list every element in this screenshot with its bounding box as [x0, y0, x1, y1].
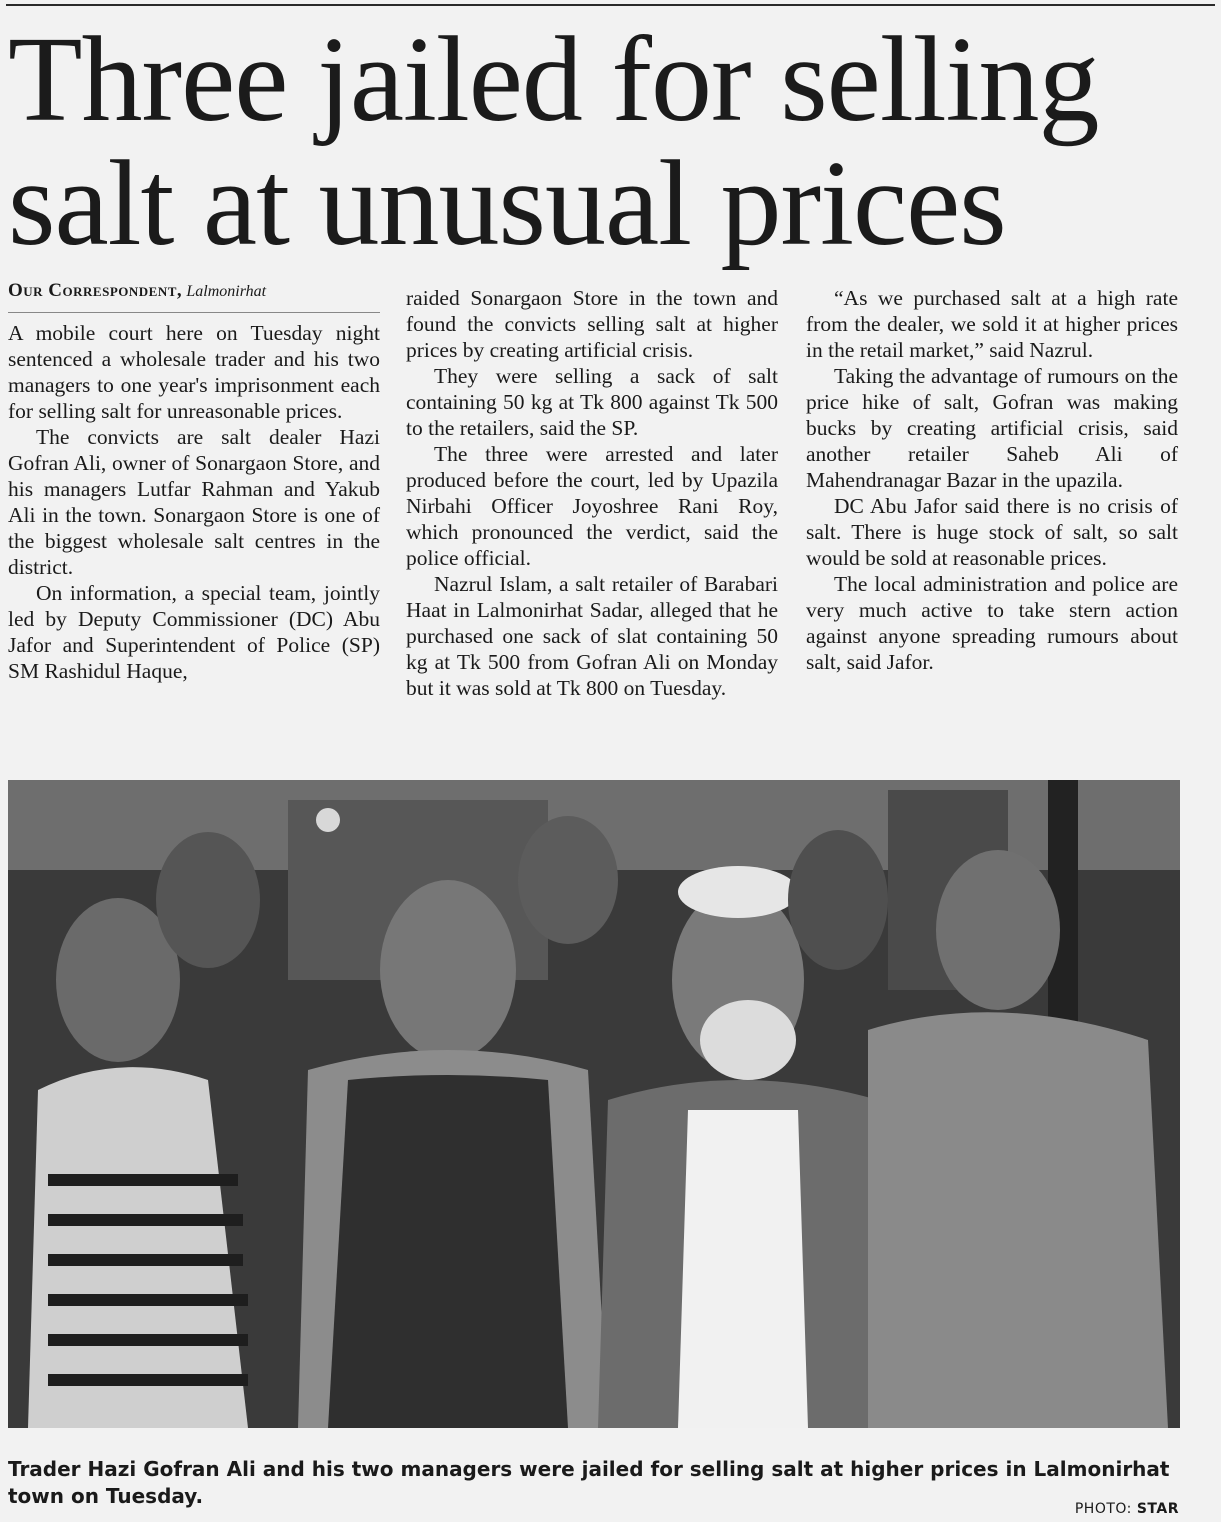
headline-line-2: salt at unusual prices — [8, 136, 1006, 271]
byline — [8, 280, 380, 302]
photo-illustration — [8, 780, 1180, 1428]
article-column-3 — [806, 285, 1178, 675]
article-column-1 — [8, 320, 380, 684]
headline — [8, 12, 1208, 271]
photo-caption: Trader Hazi Gofran Ali and his two managers were jailed for selling salt at higher prices in Lalmonirhat town on Tuesday. — [8, 1457, 1170, 1508]
paragraph: “As we purchased salt at a high rate from the dealer, we sold it at higher prices in the retail market,” said Nazrul. — [806, 286, 1178, 362]
top-rule — [6, 4, 1215, 6]
paragraph: The convicts are salt dealer Hazi Gofran Ali, owner of Sonargaon Store, and his managers Lutfar Rahman and Yakub Ali in the town. Sonargaon Store is one of the biggest wholesale salt centres in the district. — [8, 425, 380, 579]
paragraph: They were selling a sack of salt containing 50 kg at Tk 800 against Tk 500 to the retailers, said the SP. — [406, 364, 778, 440]
paragraph: DC Abu Jafor said there is no crisis of salt. There is huge stock of salt, so salt would be sold at reasonable prices. — [806, 494, 1178, 570]
photo-credit-label: PHOTO: — [1074, 1501, 1132, 1517]
news-photo — [8, 780, 1180, 1428]
paragraph: A mobile court here on Tuesday night sentenced a wholesale trader and his two managers to one year's imprisonment each for selling salt for unreasonable prices. — [8, 321, 380, 423]
photo-credit-source: STAR — [1136, 1501, 1179, 1517]
paragraph: raided Sonargaon Store in the town and found the convicts selling salt at higher prices by creating artificial crisis. — [406, 286, 778, 362]
paragraph: The local administration and police are very much active to take stern action against anyone spreading rumours about salt, said Jafor. — [806, 572, 1178, 674]
paragraph: The three were arrested and later produced before the court, led by Upazila Nirbahi Officer Joyoshree Rani Roy, which pronounced the verdict, said the police official. — [406, 442, 778, 570]
headline-line-1: Three jailed for selling — [8, 12, 1099, 147]
byline-author: Our Correspondent, — [8, 280, 183, 301]
paragraph: Nazrul Islam, a salt retailer of Barabari Haat in Lalmonirhat Sadar, alleged that he purchased one sack of slat containing 50 kg at Tk 500 from Gofran Ali on Monday but it was sold at Tk 800 on Tuesday. — [406, 572, 778, 700]
paragraph: Taking the advantage of rumours on the price hike of salt, Gofran was making bucks by creating artificial crisis, said another retailer Saheb Ali of Mahendranagar Bazar in the upazila. — [806, 364, 1178, 492]
byline-location: Lalmonirhat — [186, 283, 267, 300]
photo-credit — [1075, 1501, 1179, 1517]
paragraph: On information, a special team, jointly led by Deputy Commissioner (DC) Abu Jafor and Superintendent of Police (SP) SM Rashidul Haque, — [8, 581, 380, 683]
article-column-2 — [406, 285, 778, 701]
byline-divider — [8, 312, 380, 313]
